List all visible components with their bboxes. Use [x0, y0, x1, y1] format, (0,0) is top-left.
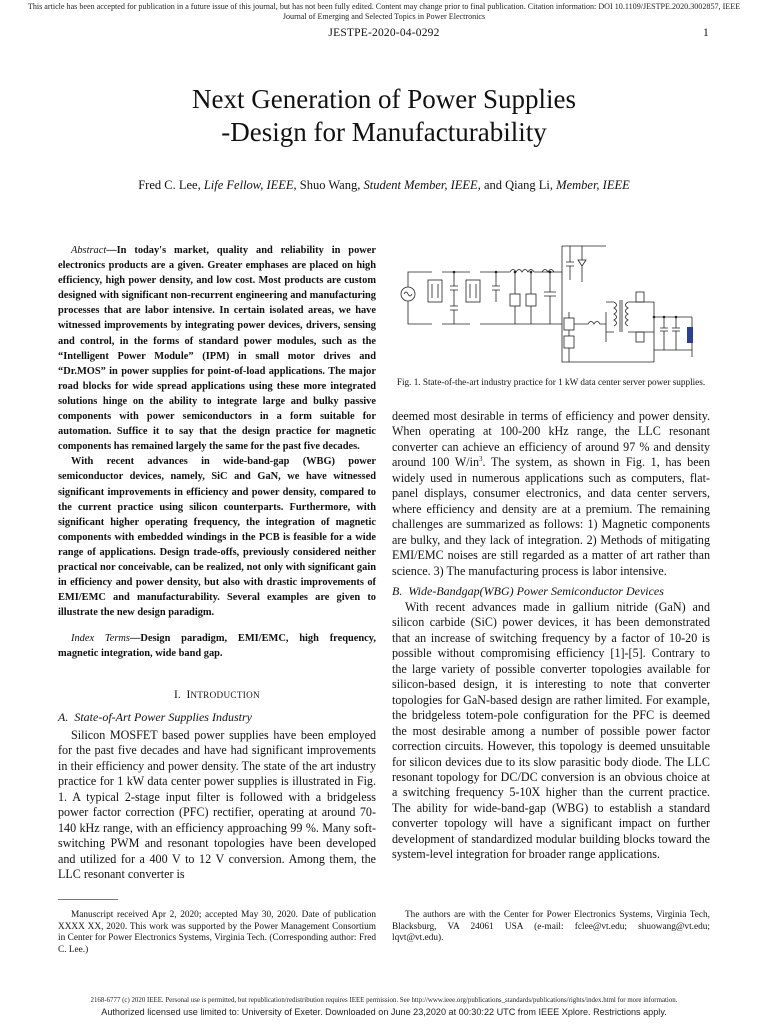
abstract-text-1: —In today's market, quality and reliability in power electronics products are a given. Greater emphases are placed on high efficiency, high power density, and low cost. Most products are custom designed with significant non-recurrent engineering and manufacturing processes that are labor intensive. In certain isolated areas, we have witnessed improvements by integrating power devices, drivers, sensing and control, in the forms of standard power modules, such as the “Intelligent Power Module” (IPM) in small motor drives and “Dr.MOS” in power supplies for point-of-load applications. The major road blocks for wide spread applications using these more integrated solutions hinge on the ability to integrate large and bulky passive components with power semiconductors in a form suitable for automation. Suffice it to say that the design practice for magnetic components has remained largely the same for the past five decades.	[58, 245, 376, 453]
index-terms-label: Index Terms	[71, 633, 130, 644]
index-terms-text: —Design paradigm, EMI/EMC, high frequency, magnetic integration, wide band gap.	[58, 633, 376, 659]
abstract-paragraph-1	[58, 243, 376, 454]
transformer-secondary	[626, 302, 629, 326]
figure-1-caption: Fig. 1. State-of-the-art industry practice for 1 kW data center server power supplies.	[396, 377, 706, 387]
acceptance-banner: This article has been accepted for publication in a future issue of this journal, but has not been fully edited. Content may change prior to final publication. Citation information: DOI 10.1109/JESTPE.2020.3002857, IEEE Journal of Emerging and Selected Topics in Power Electronics	[27, 2, 741, 21]
author-list	[0, 178, 768, 193]
pfc-switch-2	[526, 294, 536, 306]
body-paragraph-b1: With recent advances made in gallium nitride (GaN) and silicon carbide (SiC) power devices, it has been demonstrated that an increase of switching frequency by a factor of 10-20 is possible without compromising efficiency [1]-[5]. Contrary to the large variety of possible converter topologies available for silicon-based design, it is interesting to note that converter topologies for GaN-based design are rather limited. For example, the bridgeless totem-pole configuration for the PFC is deemed the most desirable among a number of possible power factor correction circuits. However, this topology is deemed unsuitable for silicon devices due to its slow parasitic body diode. The LLC resonant topology for DC/DC conversion is an obvious choice at a switching frequency 5-10X higher than the current practice. The ability for wide-band-gap (WBG) to establish a standard converter topology will have a significant impact on further development of standardized modular building blocks toward the system-level integration for broader range applications.	[392, 600, 710, 862]
emi-filter-1	[428, 280, 442, 302]
license-footer: Authorized licensed use limited to: University of Exeter. Downloaded on June 23,2020 at 00:30:22 UTC from IEEE Xplore. Restrictions apply.	[101, 1007, 667, 1017]
page-number: 1	[703, 27, 709, 39]
bulk-capacitor-symbol	[544, 272, 556, 324]
superscript-3: 3	[479, 455, 483, 464]
sr-switch-2	[636, 332, 644, 342]
llc-switch-2	[564, 336, 574, 348]
diode-symbol	[578, 246, 586, 282]
author-1-role: Life Fellow, IEEE	[203, 178, 294, 192]
index-terms	[58, 631, 376, 661]
subsection-b-heading: B. Wide-Bandgap(WBG) Power Semiconductor Devices	[392, 584, 664, 598]
section-title-rest: NTRODUCTION	[190, 690, 260, 700]
subsection-a-heading: A. State-of-Art Power Supplies Industry	[58, 710, 252, 724]
title-line-1: Next Generation of Power Supplies	[192, 84, 576, 114]
transformer-primary	[614, 302, 617, 326]
pfc-switch-1	[510, 294, 520, 306]
figure-1-circuit	[392, 232, 710, 372]
output-capacitor-highlight	[687, 327, 693, 343]
abstract-paragraph-2: With recent advances in wide-band-gap (WBG) power semiconductor devices, namely, SiC and GaN, we have witnessed significant improvements in efficiency and power density, compared to the current practice using silicon counterparts. Furthermore, with significant higher operating frequency, the integration of magnetic components with embedded windings in the PCB is feasible for a wide range of applications. Design trade-offs, previously considered neither practical nor conceivable, can be realized, not only with significant gain in efficiency and power density, but also with drastic improvements of EMI/EMC and manufacturability. Several examples are given to illustrate the new design paradigm.	[58, 456, 376, 619]
section-numeral: I.	[174, 689, 181, 701]
author-2-role: Student Member, IEEE	[363, 178, 478, 192]
title-line-2: -Design for Manufacturability	[221, 117, 547, 147]
section-heading	[58, 689, 376, 701]
copyright-footer: 2168-6777 (c) 2020 IEEE. Personal use is permitted, but republication/redistribution requires IEEE permission. See http://www.ieee.org/publications_standards/publications/rights/index.html for more information.	[90, 997, 678, 1004]
body-paragraph-a2-end: . The system, as shown in Fig. 1, has been widely used in numerous applications such as computers, flat-panel displays, consumer electronics, and data center servers, where efficiency and density are at a premium. The remaining challenges are summarized as follows: 1) Magnetic components are bulky, and they lack of integration. 2) Methods of mitigating EMI/EMC noises are still regarded as a matter of art rather than science. 3) The manufacturing process is labor intensive.	[392, 455, 710, 578]
sr-switch-1	[636, 292, 644, 302]
abstract	[58, 243, 376, 620]
body-paragraph-a2	[392, 409, 710, 579]
footnote-rule	[58, 899, 118, 900]
abstract-label: Abstract	[71, 245, 107, 256]
resonant-inductor-symbol	[574, 322, 606, 325]
body-paragraph-a1: Silicon MOSFET based power supplies have been employed for the past five decades and have had significant improvements in their efficiency and power density. The state of the art industry practice for 1 kW data center power supplies is illustrated in Fig. 1. A typical 2-stage input filter is followed with a bridgeless power factor correction (PFC) rectifier, operating at around 70-140 kHz range, with an efficiency approaching 99 %. Many soft-switching PWM and resonant topologies have been developed and utilized for a 400 V to 12 V conversion. Among them, the LLC resonant converter is	[58, 728, 376, 882]
llc-switch-1	[564, 318, 574, 330]
section-title-initial: I	[186, 689, 191, 701]
body-paragraph-a2-start: deemed most desirable in terms of efficiency and power density. When operating at 100-200 kHz range, the LLC resonant converter can achieve an efficiency of around 97 % and density around 100 W/in	[392, 409, 710, 470]
author-3-role: Member, IEEE	[556, 178, 630, 192]
running-head: JESTPE-2020-04-0292	[328, 27, 440, 39]
emi-filter-2	[466, 280, 480, 302]
footnote-manuscript: Manuscript received Apr 2, 2020; accepted May 30, 2020. Date of publication XXXX XX, 2020. This work was supported by the Power Management Consortium in Center for Power Electronics Systems, Virginia Tech. (Corresponding author: Fred C. Lee.)	[58, 910, 376, 955]
author-2-name: , Shuo Wang,	[293, 178, 364, 192]
footnote-authors: The authors are with the Center for Power Electronics Systems, Virginia Tech, Blacksburg, VA 24061 USA (e-mail: fclee@vt.edu; shuowang@vt.edu; lqvt@vt.edu).	[392, 910, 710, 944]
author-1-name: Fred C. Lee,	[138, 178, 204, 192]
paper-title	[0, 83, 768, 149]
author-3-name: , and Qiang Li,	[477, 178, 557, 192]
